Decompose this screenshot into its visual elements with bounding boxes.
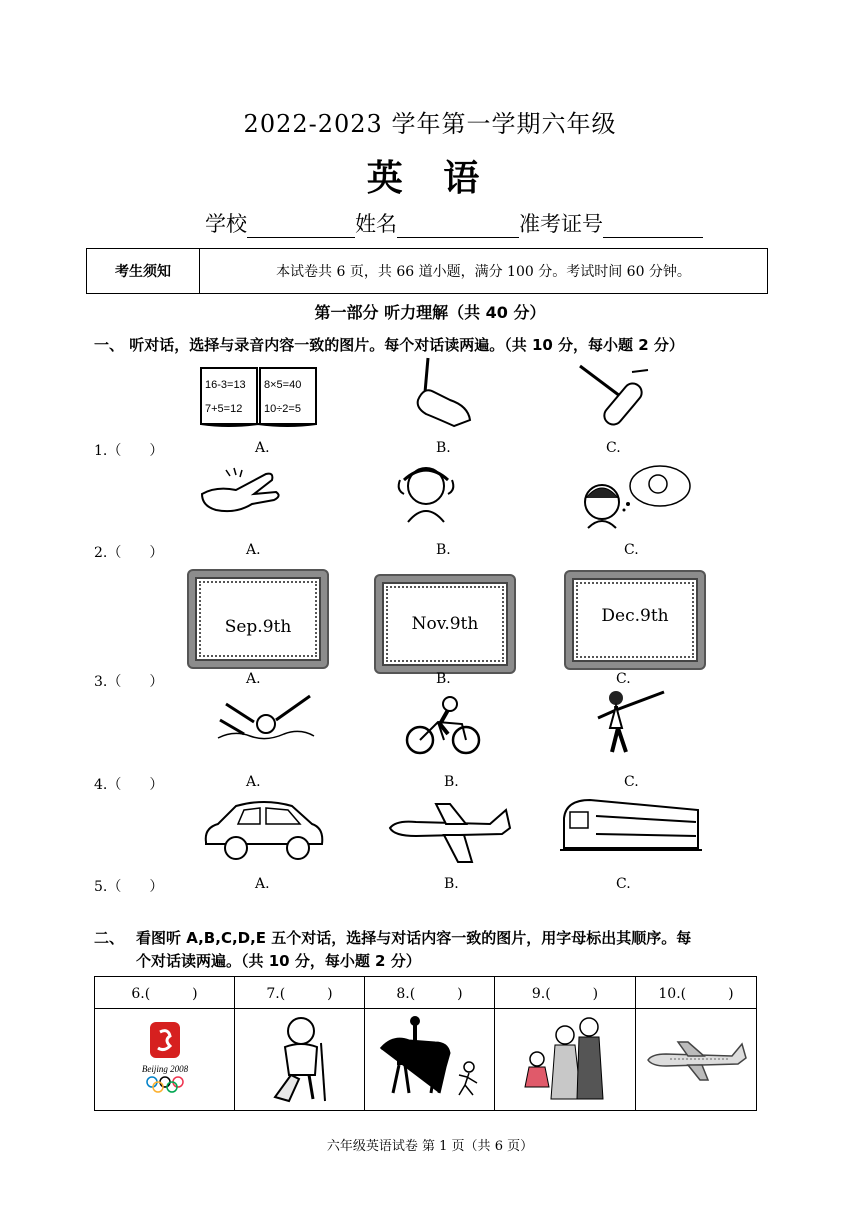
q3-option-c: C.: [616, 671, 631, 687]
q1-option-c: C.: [606, 440, 621, 456]
math-eq-2: 8×5=40: [264, 379, 302, 391]
q3-option-a: A.: [246, 671, 261, 687]
section2-instruction-line2: 个对话读两遍。（共 10 分，每小题 2 分）: [136, 952, 421, 970]
exam-id-blank[interactable]: [603, 215, 703, 238]
q2-option-b: B.: [436, 542, 451, 558]
q3-option-b: B.: [436, 671, 451, 687]
grid-cell-injured-boy: [235, 1009, 365, 1111]
grid-header-9[interactable]: 9.( ): [495, 977, 636, 1009]
q4-option-b: B.: [444, 774, 459, 790]
question-1-number[interactable]: 1.（ ）: [94, 443, 164, 459]
section2-instruction-line1: 看图听 A,B,C,D,E 五个对话，选择与对话内容一致的图片，用字母标出其顺序。每: [136, 929, 692, 947]
injured-boy-crutch-image: [255, 1013, 345, 1103]
kung-fu-image: [588, 688, 670, 754]
question-5-number[interactable]: 5.（ ）: [94, 879, 164, 895]
q2-option-c: C.: [624, 542, 639, 558]
airplane-image: [386, 802, 512, 866]
girl-thinking-cat-image: [578, 464, 694, 530]
horse-riding-image: [375, 1013, 485, 1103]
q5-option-b: B.: [444, 876, 459, 892]
subject-title: 英 语: [366, 157, 494, 199]
exam-title: 2022-2023 学年第一学期六年级: [243, 110, 617, 138]
exam-id-label: 准考证号: [519, 212, 603, 236]
date-c: Dec.9th: [601, 606, 669, 626]
beijing-olympics-logo: [130, 1020, 200, 1096]
q4-option-c: C.: [624, 774, 639, 790]
section1-instruction: 一、 听对话，选择与录音内容一致的图片。每个对话读两遍。（共 10 分，每小题 2 分）: [94, 336, 684, 354]
math-book-image: [198, 364, 320, 430]
q1-option-b: B.: [436, 440, 451, 456]
answer-grid: [94, 976, 757, 1111]
date-a: Sep.9th: [224, 617, 292, 637]
notice-box: [86, 248, 768, 294]
school-blank[interactable]: [247, 215, 355, 238]
math-eq-4: 10÷2=5: [264, 403, 301, 415]
notice-text: 本试卷共 6 页，共 66 道小题，满分 100 分。考试时间 60 分钟。: [276, 264, 691, 280]
car-image: [200, 798, 328, 864]
grid-header-8[interactable]: 8.( ): [365, 977, 495, 1009]
q1-option-a: A.: [255, 440, 270, 456]
grid-header-6[interactable]: 6.( ): [95, 977, 235, 1009]
headache-boy-image: [390, 460, 462, 524]
cycling-image: [404, 694, 482, 758]
grid-cell-horse-riding: [365, 1009, 495, 1111]
math-eq-3: 7+5=12: [205, 403, 243, 415]
date-b: Nov.9th: [411, 614, 479, 634]
grid-cell-family: [495, 1009, 636, 1111]
notice-head: 考生须知: [87, 249, 200, 293]
beijing-logo-text: Beijing 2008: [141, 1063, 188, 1074]
q5-option-a: A.: [255, 876, 270, 892]
name-blank[interactable]: [397, 215, 519, 238]
grid-cell-beijing-logo: [95, 1009, 235, 1111]
question-4-number[interactable]: 4.（ ）: [94, 777, 164, 793]
question-3-number[interactable]: 3.（ ）: [94, 674, 164, 690]
math-eq-1: 16-3=13: [205, 379, 246, 391]
page-footer: 六年级英语试卷 第 1 页（共 6 页）: [326, 1139, 534, 1154]
family-image: [515, 1013, 615, 1103]
swimming-image: [214, 690, 318, 756]
part1-title: 第一部分 听力理解（共 40 分）: [314, 303, 546, 322]
test-tube-image: [576, 362, 652, 430]
q5-option-c: C.: [616, 876, 631, 892]
school-label: 学校: [205, 212, 247, 236]
train-image: [560, 796, 702, 854]
grid-header-10[interactable]: 10.( ): [636, 977, 757, 1009]
grid-header-7[interactable]: 7.( ): [235, 977, 365, 1009]
q4-option-a: A.: [246, 774, 261, 790]
name-label: 姓名: [355, 212, 397, 236]
student-info-fields: [205, 208, 703, 238]
date-frame-c: [566, 572, 704, 668]
hand-writing-image: [410, 356, 472, 428]
date-frame-b: [376, 576, 514, 672]
section2-label: 二、: [94, 929, 125, 947]
q2-option-a: A.: [246, 542, 261, 558]
hand-hurt-image: [196, 464, 284, 518]
question-2-number[interactable]: 2.（ ）: [94, 545, 164, 561]
date-frame-a: [189, 571, 327, 667]
grid-cell-airplane: [636, 1009, 757, 1111]
airplane-photo-image: [644, 1028, 748, 1088]
